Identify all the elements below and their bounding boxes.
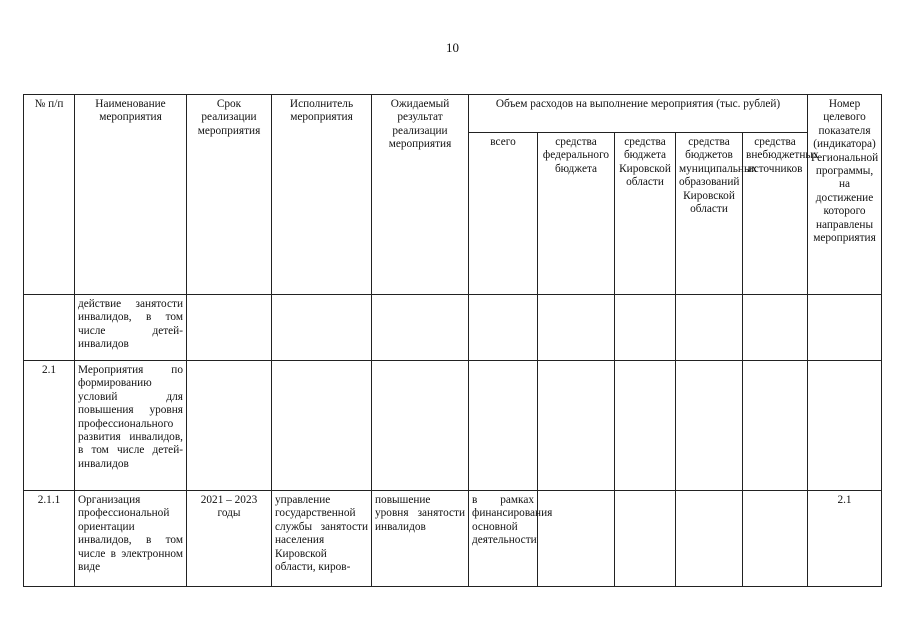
header-expenses-group: Объем расходов на выполнение мероприятия (тыс. рублей) — [469, 95, 808, 133]
header-executor: Исполнитель мероприятия — [272, 95, 372, 295]
cell-result: повышение уровня занятости инвалидов — [372, 491, 469, 587]
cell-term: 2021 – 2023 годы — [187, 491, 272, 587]
cell-num: 2.1 — [24, 361, 75, 491]
cell-federal — [538, 295, 615, 361]
cell-municipal — [676, 295, 743, 361]
cell-extrabudget — [743, 295, 808, 361]
cell-result — [372, 361, 469, 491]
cell-name: действие занятости инвалидов, в том числе детей-инвалидов — [75, 295, 187, 361]
cell-num: 2.1.1 — [24, 491, 75, 587]
cell-regional — [615, 491, 676, 587]
cell-term — [187, 361, 272, 491]
header-name: Наименование мероприятия — [75, 95, 187, 295]
header-total: всего — [469, 133, 538, 295]
cell-name: Организация профессиональной ориентации инвалидов, в том числе в электронном виде — [75, 491, 187, 587]
header-indicator: Номер целевого показателя (индикатора) Региональной программы, на достижение которого направлены мероприятия — [808, 95, 882, 295]
cell-indicator — [808, 295, 882, 361]
table-row — [24, 491, 882, 587]
cell-executor — [272, 361, 372, 491]
cell-name: Мероприятия по формированию условий для повышения уровня профессионального развития инвалидов, в том числе детей-инвалидов — [75, 361, 187, 491]
header-municipal: средства бюджетов муниципальных образований Кировской области — [676, 133, 743, 295]
cell-result — [372, 295, 469, 361]
cell-total: в рамках финансирования основной деятельности — [469, 491, 538, 587]
cell-indicator: 2.1 — [808, 491, 882, 587]
header-num: № п/п — [24, 95, 75, 295]
cell-executor: управление государственной службы занятости населения Кировской области, киров- — [272, 491, 372, 587]
cell-municipal — [676, 491, 743, 587]
cell-total — [469, 361, 538, 491]
cell-extrabudget — [743, 491, 808, 587]
header-result: Ожидаемый результат реализации мероприятия — [372, 95, 469, 295]
page-number: 10 — [446, 40, 459, 55]
cell-regional — [615, 295, 676, 361]
cell-federal — [538, 491, 615, 587]
header-term: Срок реализации мероприятия — [187, 95, 272, 295]
table-row — [24, 361, 882, 491]
cell-num — [24, 295, 75, 361]
header-extrabudget: средства внебюджетных источников — [743, 133, 808, 295]
measures-table — [23, 94, 882, 587]
header-federal: средства федерального бюджета — [538, 133, 615, 295]
cell-extrabudget — [743, 361, 808, 491]
cell-regional — [615, 361, 676, 491]
cell-total — [469, 295, 538, 361]
cell-term — [187, 295, 272, 361]
table-row — [24, 295, 882, 361]
cell-indicator — [808, 361, 882, 491]
header-regional: средства бюджета Кировской области — [615, 133, 676, 295]
cell-executor — [272, 295, 372, 361]
cell-municipal — [676, 361, 743, 491]
cell-federal — [538, 361, 615, 491]
